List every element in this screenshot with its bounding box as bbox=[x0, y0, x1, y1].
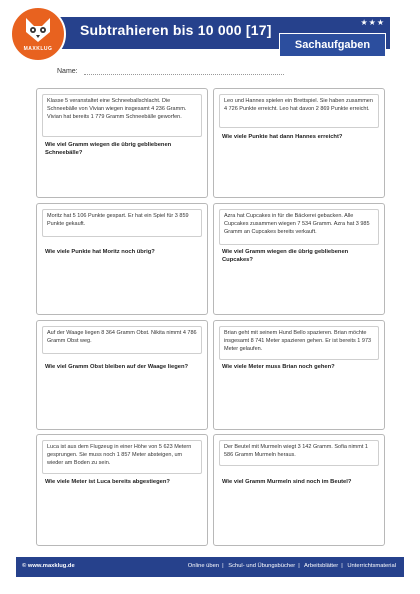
task-card-6 bbox=[213, 320, 385, 430]
task-card-8 bbox=[213, 434, 385, 546]
task-question: Wie viele Punkte hat Moritz noch übrig? bbox=[45, 249, 155, 255]
task-story: Auf der Waage liegen 8 364 Gramm Obst. Nikita nimmt 4 786 Gramm Obst weg. bbox=[42, 326, 202, 354]
footer-link-books[interactable]: Schul- und Übungsbücher bbox=[228, 563, 296, 569]
topic-badge: Sachaufgaben bbox=[279, 33, 386, 57]
name-line[interactable] bbox=[84, 67, 284, 75]
logo-wordmark: MAXKLUG bbox=[23, 46, 53, 52]
footer-link-online[interactable]: Online üben bbox=[187, 563, 220, 569]
name-label: Name: bbox=[57, 68, 78, 75]
task-story: Azra hat Cupcakes in für die Bäckerei gebacken. Alle Cupcakes zusammen wiegen 7 534 Gramm. Azra hat 3 985 Gramm an Cupcakes bereits verkauft. bbox=[219, 209, 379, 245]
task-story: Der Beutel mit Murmeln wiegt 3 142 Gramm. Sofia nimmt 1 586 Gramm Murmeln heraus. bbox=[219, 440, 379, 466]
task-question: Wie viele Punkte hat dann Hannes erreicht? bbox=[222, 134, 343, 140]
fox-icon bbox=[24, 18, 52, 42]
task-story: Brian geht mit seinem Hund Bello spazieren. Brian möchte insgesamt 8 741 Meter spazieren gehen. Er ist bereits 1 973 Meter gelaufen. bbox=[219, 326, 379, 360]
task-story: Luca ist aus dem Flugzeug in einer Höhe von 5 623 Metern gesprungen. Sie muss noch 1 857 Meter absteigen, um wieder am Boden zu sein. bbox=[42, 440, 202, 474]
task-question: Wie viel Gramm Murmeln sind noch im Beutel? bbox=[222, 479, 352, 485]
task-story: Klasse 5 veranstaltet eine Schneeballschlacht. Die Schneebälle von Vivian wiegen insgesamt 4 236 Gramm. Vivian hat bereits 1 779 Gramm Schneebälle geworfen. bbox=[42, 94, 202, 137]
worksheet-title: Subtrahieren bis 10 000 [17] bbox=[80, 22, 272, 38]
footer-link-worksheets[interactable]: Arbeitsblätter bbox=[304, 563, 339, 569]
footer-bar bbox=[16, 557, 404, 577]
maxklug-logo bbox=[10, 6, 66, 62]
task-story: Moritz hat 5 106 Punkte gespart. Er hat ein Spiel für 3 859 Punkte gekauft. bbox=[42, 209, 202, 237]
task-question: Wie viel Gramm wiegen die übrig gebliebenen Cupcakes? bbox=[222, 249, 349, 263]
name-field[interactable] bbox=[57, 67, 284, 75]
task-card-1 bbox=[36, 88, 208, 198]
task-question: Wie viele Meter ist Luca bereits abgestiegen? bbox=[45, 479, 170, 485]
task-story: Leo und Hannes spielen ein Brettspiel. Sie haben zusammen 4 726 Punkte erreicht. Leo hat davon 2 869 Punkte erreicht. bbox=[219, 94, 379, 128]
task-card-4 bbox=[213, 203, 385, 315]
task-question: Wie viel Gramm wiegen die übrig gebliebenen Schneebälle? bbox=[45, 142, 172, 156]
footer-link-teaching-material[interactable]: Unterrichtsmaterial bbox=[347, 563, 396, 569]
task-question: Wie viele Meter muss Brian noch gehen? bbox=[222, 364, 335, 370]
footer-links: Online üben | Schul- und Übungsbücher | Arbeitsblätter | Unterrichtsmaterial bbox=[187, 563, 396, 569]
task-card-2 bbox=[213, 88, 385, 198]
footer-site-link[interactable]: © www.maxklug.de bbox=[22, 563, 75, 569]
task-card-3 bbox=[36, 203, 208, 315]
difficulty-stars: ★★★ bbox=[360, 18, 385, 27]
task-card-5 bbox=[36, 320, 208, 430]
task-question: Wie viel Gramm Obst bleiben auf der Waage liegen? bbox=[45, 364, 189, 370]
task-card-7 bbox=[36, 434, 208, 546]
